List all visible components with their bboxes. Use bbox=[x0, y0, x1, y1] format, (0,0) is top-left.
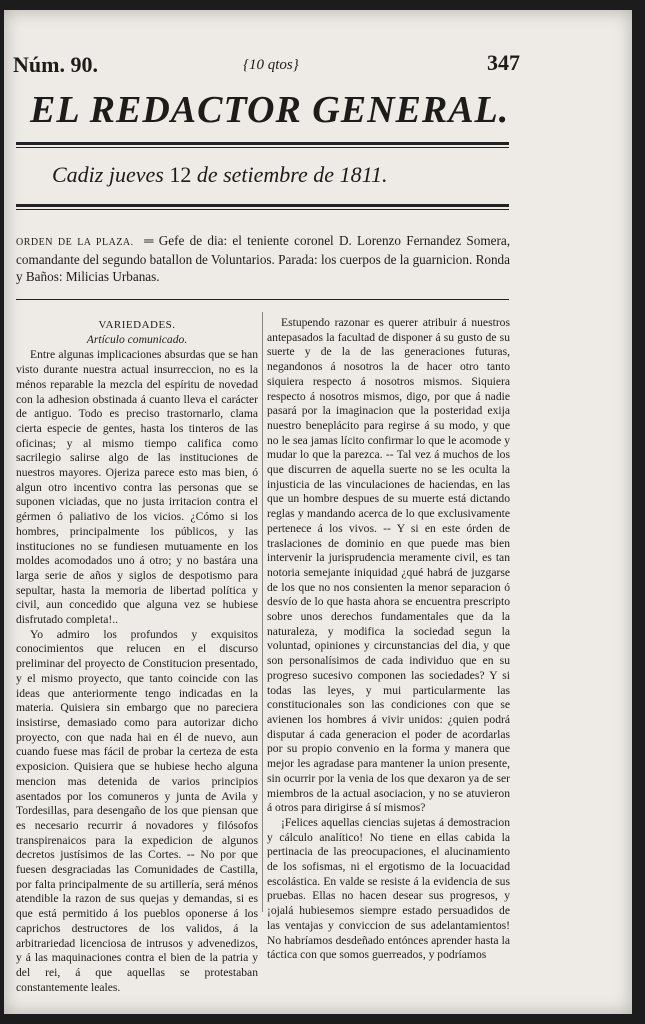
dateline-city: Cadiz jueves bbox=[52, 162, 164, 187]
orden-dash: ═ bbox=[138, 233, 159, 248]
article-left-column bbox=[16, 318, 258, 994]
orden-label: ORDEN DE LA PLAZA. bbox=[16, 237, 134, 248]
dateline-rule-thick bbox=[16, 204, 509, 207]
dateline-day: 12 bbox=[169, 162, 192, 187]
article-subtitle: Artículo comunicado. bbox=[86, 332, 188, 346]
column-divider bbox=[262, 312, 263, 912]
issue-number: Núm. 90. bbox=[13, 52, 98, 77]
article-paragraph: Entre algunas implicaciones absurdas que se han visto durante nuestra actual insurreccion, no es la ménos reparable la mezcla del espíritu de novedad con la adhesion obstinada á cuanto lleva el carácter de antiguo. Todo es preciso trastornarlo, clama cierta especie de gentes, hasta los tinteros de las oficinas; y al mismo tiempo califica como sacrilegio salirse algo de las instituciones de nuestros mayores. Ojeriza parece esto mas bien, ó algun otro incentivo contra las personas que se suponen viciadas, que no justa irritacion contra el gérmen ó paliativo de los vicios. ¿Cómo si los hombres, principalmente los públicos, y las instituciones no se fundiesen mutuamente en los moldes acomodados uno á otro; y no bastára una larga serie de años y siglos de despotismo para sepultar, hasta la memoria de libertad política y civil, aun concedido que alguna vez se hubiese disfrutado completa!.. bbox=[16, 348, 258, 627]
issue-price: {10 qtos} bbox=[243, 57, 299, 73]
article-paragraph: Yo admiro los profundos y exquisitos conocimientos que relucen en el discurso preliminar del proyecto de Constitucion presentado, y el mismo proyecto, que tanto coincide con las ideas que anteriormente tengo indicadas en la materia. Quisiera sin embargo que no pareciera insistirse, demasiado como para autorizar dicho proyecto, con que nada hai en él de nuevo, aun cuando fuese mas fácil de probar la certeza de esta exposicion. Quisiera que se hubiese hecho alguna mencion mas detenida de varios principios asentados por los comuneros y junta de Avila y Tordesillas, para desengaño de los que piensan que es necesario recurrir á novadores y filósofos transpirenaicos para la expedicion de algunos decretos justísimos de las Cortes. -- No por que fuesen desgraciadas las Comunidades de Castilla, por falta principalmente de su artillería, será ménos atendible la razon de sus quejas y demandas, si es que está permitido á los pueblos oponerse á los caprichos destructores de los validos, á la arbitrariedad licenciosa de intrusos y advenedizos, y á las maquinaciones contra el bien de la patria y del rei, á que aquellas se protestaban constantemente leales. bbox=[16, 627, 258, 994]
orden-de-la-plaza bbox=[16, 232, 510, 285]
section-heading: VARIEDADES. bbox=[98, 319, 176, 331]
masthead-rule-thick bbox=[16, 142, 509, 145]
dateline-rest: de setiembre de 1811. bbox=[196, 162, 388, 187]
masthead-title: EL REDACTOR GENERAL. bbox=[30, 89, 510, 131]
section-rule bbox=[16, 299, 509, 300]
newspaper-page bbox=[4, 10, 632, 1014]
article-paragraph: ¡Felices aquellas ciencias sujetas á demostracion y cálculo analítico! No tiene en ellas cabida la pertinacia de las preocupaciones, el alucinamiento de los sofismas, ni el ergotismo de la locuacidad escolástica. En valde se resiste á la evidencia de sus pruebas. Ellas no hacen desear sus progresos, y ¡ojalá hubiesemos siempre estado persuadidos de las ventajas y conviccion de sus adelantamientos! No habríamos desdeñado entónces aprender hasta la táctica con que somos guerreados, y podríamos bbox=[267, 815, 510, 962]
article-right-column bbox=[267, 316, 510, 962]
dateline-rule-thin bbox=[16, 209, 509, 210]
dateline bbox=[52, 162, 387, 188]
masthead-rule-thin bbox=[16, 147, 509, 148]
article-paragraph: Estupendo razonar es querer atribuir á nuestros antepasados la facultad de disponer á su gusto de su suerte y de la de las generaciones futuras, negandonos á nosotros la de hacer otro tanto siquiera respecto á nosotros mismos. Siquiera respecto á nosotros mismos, digo, por que á nadie pasará por la imaginacion que la posteridad exija nuestro beneplácito para regirse á su modo, y que no le sea jamas lícito confirmar lo que le acomode y mudar lo que la parezca. -- Tal vez á muchos de los que discurren de aquella suerte no se les oculta la injusticia de las vinculaciones de haciendas, en las que un hombre despues de su muerte está dictando reglas y mandando acerca de lo que exclusivamente pertenece á los vivos. -- Y si en este órden de traslaciones de dominio en que puede mas bien intervenir la jurisprudencia meramente civil, es tan notoria semejante iniquidad ¿qué habrá de juzgarse de los que no nos consienten la menor separacion ó desvío de lo que hasta ahora se encuentra prescripto sobre unos derechos fundamentales que da la naturaleza, y modifica la sociedad segun la voluntad, opiniones y circunstancias del dia, y que son personalísimos de cada individuo que en su progreso sucesivo componen las sociedades? Y si todas las leyes, y mui particularmente las constitucionales son las condiciones con que se avienen los hombres á vivir unidos: ¿quien podrá disputar á cada generacion el poder de acordarlas por su propio convenio en la forma y manera que mejor les agradase para mantener la union presente, sin ocurrir por la venia de los que dexaron ya de ser miembros de la actual asociacion, y no se atuvieron á otros para dirigirse á sí mismos? bbox=[267, 316, 510, 815]
page-number: 347 bbox=[487, 50, 520, 75]
orden-text: Gefe de dia: el teniente coronel D. Lorenzo Fernandez Somera, comandante del segundo batallon de Voluntarios. Parada: los cuerpos de la guarnicion. Ronda y Baños: Milicias Urbanas. bbox=[16, 233, 510, 284]
